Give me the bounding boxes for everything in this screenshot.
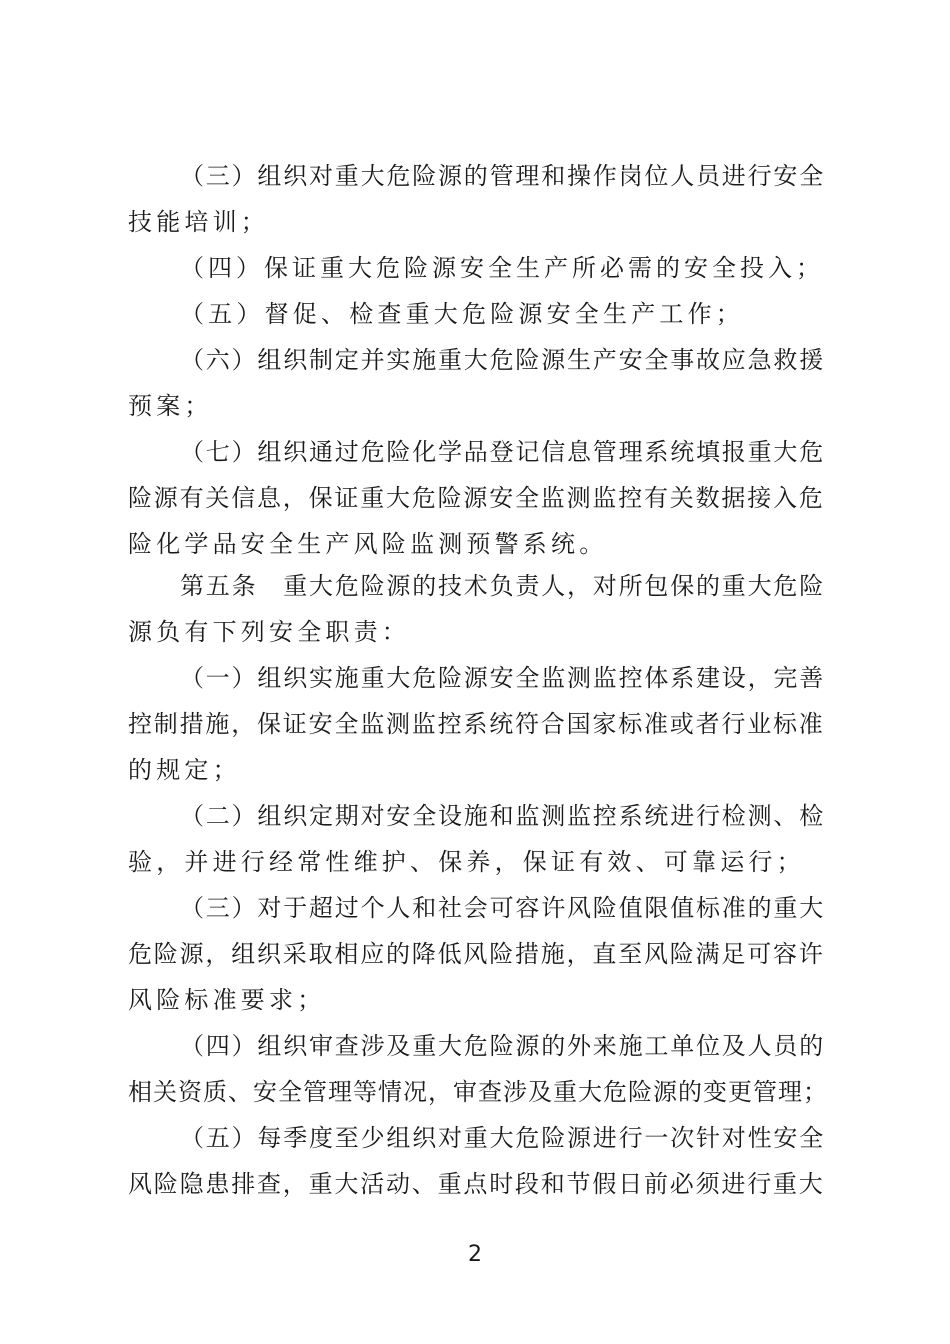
text-line: 验，并进行经常性维护、保养，保证有效、可靠运行； [128,848,805,876]
text-line: （五）每季度至少组织对重大危险源进行一次针对性安全 [180,1124,825,1152]
page-number: 2 [468,1242,482,1267]
text-line: 控制措施，保证安全监测监控系统符合国家标准或者行业标准 [128,710,825,738]
article-heading-line: 第五条 重大危险源的技术负责人，对所包保的重大危险 [180,572,825,600]
text-line: 风险标准要求； [128,986,326,1014]
text-line: （四）组织审查涉及重大危险源的外来施工单位及人员的 [180,1032,825,1060]
text-line: （一）组织实施重大危险源安全监测监控体系建设，完善 [180,664,825,692]
text-line: 预案； [128,392,213,420]
text-line: 技能培训； [128,208,269,236]
text-line: （七）组织通过危险化学品登记信息管理系统填报重大危 [180,438,825,466]
text-line: 相关资质、安全管理等情况，审查涉及重大危险源的变更管理； [128,1078,828,1106]
text-line: （六）组织制定并实施重大危险源生产安全事故应急救援 [180,346,825,374]
text-line: 源负有下列安全职责： [128,618,410,646]
text-line: （三）对于超过个人和社会可容许风险值限值标准的重大 [180,894,825,922]
text-line: 风险隐患排查，重大活动、重点时段和节假日前必须进行重大 [128,1170,825,1198]
text-line: （二）组织定期对安全设施和监测监控系统进行检测、检 [180,802,825,830]
text-line: （四）保证重大危险源安全生产所必需的安全投入； [180,254,824,282]
text-line: 危险源，组织采取相应的降低风险措施，直至风险满足可容许 [128,940,825,968]
text-line: （五）督促、检查重大危险源安全生产工作； [180,300,744,328]
text-line: 险化学品安全生产风险监测预警系统。 [128,530,608,558]
text-line: 险源有关信息，保证重大危险源安全监测监控有关数据接入危 [128,484,825,512]
text-line: 的规定； [128,756,241,784]
text-line: （三）组织对重大危险源的管理和操作岗位人员进行安全 [180,162,825,190]
